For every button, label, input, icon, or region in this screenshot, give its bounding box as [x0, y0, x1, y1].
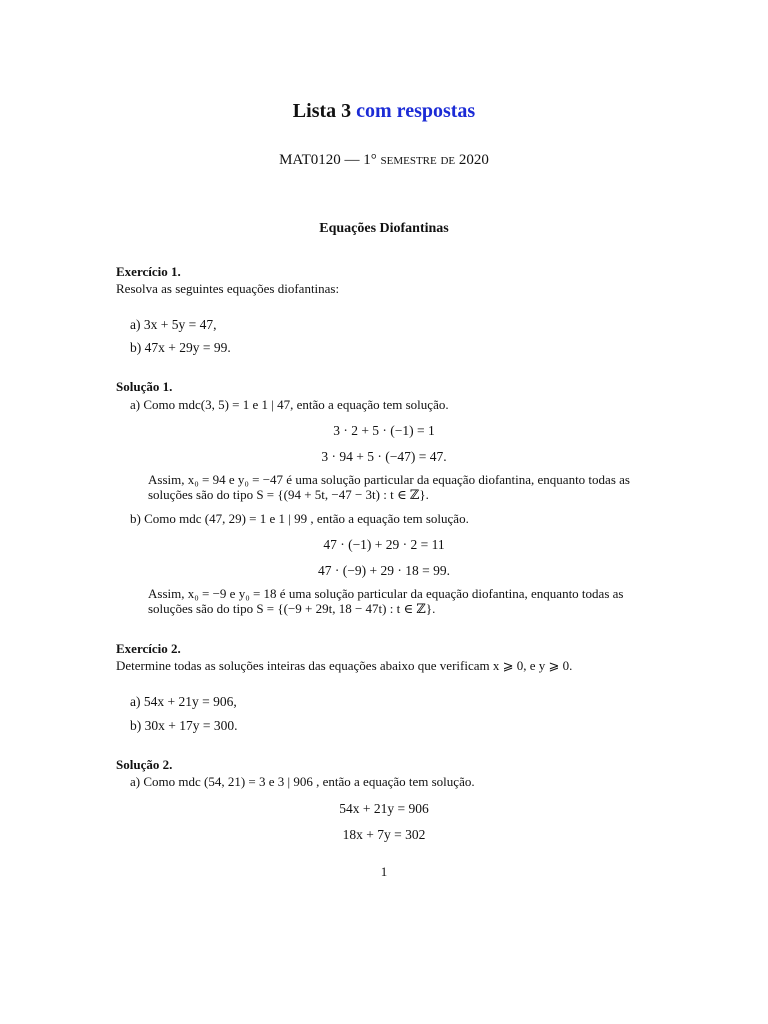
- section-title: Equações Diofantinas: [319, 221, 449, 236]
- semester-label: semestre de 2020: [380, 152, 489, 168]
- solution-1b-equation-2: 47 · (−9) + 29 · 18 = 99.: [318, 563, 450, 578]
- solution-1-heading: Solução 1.: [116, 379, 173, 394]
- exercise-2-statement: Determine todas as soluções inteiras das equações abaixo que verificam x ⩾ 0, e y ⩾ 0.: [116, 658, 573, 673]
- exercise-2-item-b: b) 30x + 17y = 300.: [130, 718, 238, 733]
- solution-2a-equation-1: 54x + 21y = 906: [339, 801, 429, 816]
- exercise-1-statement: Resolva as seguintes equações diofantinas:: [116, 281, 340, 296]
- exercise-1-item-b: b) 47x + 29y = 99.: [130, 340, 231, 355]
- solution-1a-equation-2: 3 · 94 + 5 · (−47) = 47.: [321, 449, 447, 464]
- exercise-2-heading: Exercício 2.: [116, 641, 181, 656]
- course-code: MAT0120 — 1°: [279, 152, 377, 168]
- solution-1a-equation-1: 3 · 2 + 5 · (−1) = 1: [333, 423, 435, 438]
- exercise-1-item-a: a) 3x + 5y = 47,: [130, 317, 217, 332]
- title-accent: com respostas: [356, 100, 476, 122]
- solution-1b-intro: b) Como mdc (47, 29) = 1 e 1 | 99 , então a equação tem solução.: [130, 511, 469, 526]
- course-subtitle: [0, 152, 768, 169]
- exercise-1-heading: Exercício 1.: [116, 264, 181, 279]
- page-title: [0, 100, 768, 123]
- solution-1b-line-2: soluções são do tipo S = {(−9 + 29t, 18 − 47t) : t ∈ ℤ}.: [148, 601, 436, 616]
- solution-2a-equation-2: 18x + 7y = 302: [342, 827, 426, 842]
- solution-1b-equation-1: 47 · (−1) + 29 · 2 = 11: [323, 537, 445, 552]
- solution-1a-line-2: soluções são do tipo S = {(94 + 5t, −47 − 3t) : t ∈ ℤ}.: [148, 487, 429, 502]
- page-number: 1: [380, 864, 388, 879]
- solution-2a-intro: a) Como mdc (54, 21) = 3 e 3 | 906 , então a equação tem solução.: [130, 774, 475, 789]
- solution-1a-line-1: Assim, x₀ = 94 e y₀ = −47 é uma solução particular da equação diofantina, enquanto todas as: [148, 472, 630, 487]
- solution-2-heading: Solução 2.: [116, 757, 173, 772]
- title-main: Lista 3: [292, 100, 352, 122]
- exercise-2-item-a: a) 54x + 21y = 906,: [130, 694, 237, 709]
- solution-1a-intro: a) Como mdc(3, 5) = 1 e 1 | 47, então a equação tem solução.: [130, 397, 449, 412]
- solution-1b-line-1: Assim, x₀ = −9 e y₀ = 18 é uma solução particular da equação diofantina, enquanto todas as: [148, 586, 624, 601]
